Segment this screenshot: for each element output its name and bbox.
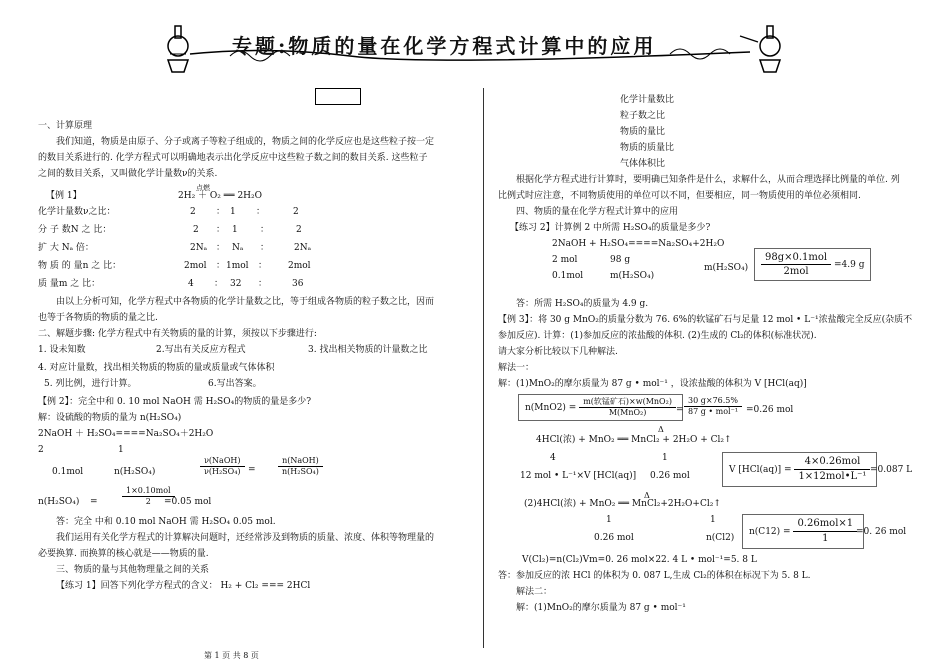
paragraph-line: 比例式时应注意，不同物质使用的单位可以不同，但要相应，同一物质使用的单位必须相同. bbox=[498, 191, 861, 201]
cell: =0. 26 mol bbox=[856, 527, 907, 537]
cell: 4 bbox=[188, 279, 194, 289]
cell: m(H₂SO₄) bbox=[704, 263, 749, 273]
cell: n(H₂SO₄) bbox=[114, 467, 156, 477]
section-heading: 二、解题步骤: 化学方程式中有关物质的量的计算，须按以下步骤进行: bbox=[38, 329, 317, 339]
cell: ： bbox=[214, 279, 224, 289]
method-label: 解法二： bbox=[516, 587, 553, 597]
cell: 2 bbox=[38, 445, 44, 455]
steps-row bbox=[38, 342, 478, 360]
paragraph-line: 我们知道，物质是由原子、分子或离子等粒子组成的，物质之间的化学反应也是这些粒子按一定 bbox=[56, 137, 435, 147]
answer-line: 答：完全 中和 0.10 mol NaOH 需 H₂SO₄ 0.05 mol. bbox=[56, 517, 276, 527]
cell: 2 bbox=[193, 225, 199, 235]
cell: =0.087 L bbox=[870, 465, 913, 475]
page-footer: 第 1 页 共 8 页 bbox=[204, 651, 259, 660]
reaction-condition: Δ bbox=[658, 425, 664, 434]
cell: 2mol bbox=[184, 261, 207, 271]
paragraph-line: 由以上分析可知，化学方程式中各物质的化学计量数之比，等于组成各物质的粒子数之比，因而 bbox=[56, 297, 435, 307]
ratio-row bbox=[38, 276, 478, 294]
cell: 32 bbox=[230, 279, 242, 289]
equation: 2NaOH + H₂SO₄====Na₂SO₄+2H₂O bbox=[552, 239, 725, 249]
flask-left-icon bbox=[168, 26, 188, 72]
cell: ： bbox=[258, 261, 268, 271]
paragraph-line: 必要换算. 而换算的核心就是——物质的量. bbox=[38, 549, 209, 559]
cell: =0.05 mol bbox=[164, 497, 212, 507]
cell: 2Nₐ bbox=[190, 243, 208, 253]
cell: 2mol bbox=[288, 261, 311, 271]
cell: 0.26 mol bbox=[650, 471, 690, 481]
cell: ： bbox=[256, 207, 266, 217]
example-2-question: 【例 2】：完全中和 0. 10 mol NaOH 需 H₂SO₄的物质的量是多少? bbox=[38, 397, 312, 407]
row-label: 扩 大 Nₐ 倍： bbox=[38, 243, 94, 253]
section-heading: 四、物质的量在化学方程式计算中的应用 bbox=[516, 207, 679, 217]
list-item: 物质的质量比 bbox=[620, 143, 675, 153]
cell: 1 bbox=[606, 515, 612, 525]
boxed-result: V [HCl(aq)] = $\frac{\text{4×0.26mol}}{\text{1×12mol•L⁻¹}}$ bbox=[722, 452, 877, 487]
cell: 4 bbox=[550, 453, 556, 463]
cell: 2 bbox=[293, 207, 299, 217]
answer-line: 答：参加反应的浓 HCl 的体积为 0. 087 L,生成 Cl₂的体积在标况下为 5. 8 L. bbox=[498, 571, 811, 581]
step: 5. 列比例，进行计算。 bbox=[44, 379, 137, 389]
paragraph-line: 也等于各物质的物质的量之比. bbox=[38, 313, 158, 323]
cell: 1 bbox=[232, 225, 238, 235]
reaction-condition: 点燃 bbox=[196, 184, 210, 192]
equation-line bbox=[498, 490, 928, 512]
ratio-row bbox=[38, 458, 478, 484]
row-label: 质 量m 之 比： bbox=[38, 279, 101, 289]
page-title: 专题:物质的量在化学方程式计算中的应用 bbox=[232, 34, 657, 58]
cell: n(H₂SO₄) bbox=[38, 497, 80, 507]
example-label: 【例 1】 bbox=[46, 191, 82, 201]
cell: ： bbox=[260, 243, 270, 253]
equation: 2H₂ ＋ O₂ ══ 2H₂O bbox=[178, 191, 263, 201]
cell: 36 bbox=[292, 279, 304, 289]
practice-2: 【练习 2】计算例 2 中所需 H₂SO₄的质量是多少? bbox=[510, 223, 711, 233]
cell: 2 bbox=[296, 225, 302, 235]
result-line bbox=[38, 484, 478, 514]
example-1-equation bbox=[38, 182, 478, 204]
column-divider bbox=[483, 88, 484, 648]
equation: (2)4HCl(浓) + MnO₂ ══ MnCl₂+2H₂O+Cl₂↑ bbox=[524, 499, 721, 509]
cell: ： bbox=[258, 279, 268, 289]
coefficients-row bbox=[38, 442, 478, 458]
ratio-row bbox=[38, 222, 478, 240]
row-label: 分 子 数N 之 比： bbox=[38, 225, 112, 235]
boxed-result: n(MnO2) = $\frac{\text{m(软锰矿石)×w(MnO₂)}}{\text{M(MnO₂)}}$ bbox=[518, 394, 683, 421]
ratio-row bbox=[38, 258, 478, 276]
cell: 0.26 mol bbox=[594, 533, 634, 543]
cell: 12 mol • L⁻¹×V [HCl(aq)] bbox=[520, 471, 637, 481]
step: 1. 设未知数 bbox=[38, 345, 86, 355]
ratio-row bbox=[38, 240, 478, 258]
label-box bbox=[315, 88, 361, 105]
step: 6.写出答案。 bbox=[208, 379, 262, 389]
paragraph-line: 的数目关系进行的. 化学方程式可以明确地表示出化学反应中这些粒子数之间的数目关系. 这些粒子 bbox=[38, 153, 428, 163]
list-item: 气体体积比 bbox=[620, 159, 666, 169]
cell: 1 bbox=[710, 515, 716, 525]
ratio-row bbox=[38, 204, 478, 222]
hcl-calc bbox=[498, 450, 928, 490]
method-label: 解法一： bbox=[498, 363, 535, 373]
list-item: 物质的量比 bbox=[620, 127, 666, 137]
equals-sign: = bbox=[676, 405, 684, 415]
equals-sign: = bbox=[248, 465, 256, 475]
paragraph-line: 之间的数目关系，又叫做化学计量数ν的关系. bbox=[38, 169, 218, 179]
list-item: 化学计量数比 bbox=[620, 95, 675, 105]
cell: 0.1mol bbox=[552, 271, 584, 281]
fraction: n(NaOH) n(H₂SO₄) bbox=[278, 456, 323, 477]
example-3-line: 请大家分析比较以下几种解法. bbox=[498, 347, 618, 357]
section-heading: 三、物质的量与其他物理量之间的关系 bbox=[56, 565, 210, 575]
fraction: 30 g×76.5% 87 g • mol⁻¹ bbox=[684, 396, 742, 417]
section-heading: 一、计算原理 bbox=[38, 121, 93, 131]
right-column bbox=[498, 92, 928, 616]
cell: 1mol bbox=[226, 261, 249, 271]
paragraph-line: 我们运用有关化学方程式的计算解决问题时，还经常涉及到物质的质量、浓度、体积等物理量的 bbox=[56, 533, 435, 543]
list-item: 粒子数之比 bbox=[620, 111, 666, 121]
row-label: 化学计量数ν之比： bbox=[38, 207, 116, 217]
cell: 2 bbox=[190, 207, 196, 217]
cell: Nₐ bbox=[232, 243, 244, 253]
solution-line: 解：(1)MnO₂的摩尔质量为 87 g • mol⁻¹ bbox=[516, 603, 686, 613]
left-column bbox=[38, 118, 478, 594]
equation: 2NaOH ＋ H₂SO₄====Na₂SO₄＋2H₂O bbox=[38, 429, 214, 439]
practice-2-calc bbox=[498, 252, 928, 296]
example-3-line: 参加反应). 计算：(1)参加反应的浓盐酸的体积. (2)生成的 Cl₂的体积(标准状况). bbox=[498, 331, 817, 341]
cell: m(H₂SO₄) bbox=[610, 271, 655, 281]
solution-line: 解：(1)MnO₂的摩尔质量为 87 g • mol⁻¹ ，设浓盐酸的体积为 V [HCl(aq)] bbox=[498, 379, 807, 389]
cell: ： bbox=[216, 243, 226, 253]
cell: ： bbox=[216, 225, 226, 235]
equation-line bbox=[498, 422, 928, 450]
cell: n(Cl2) bbox=[706, 533, 735, 543]
cell: 2 mol bbox=[552, 255, 578, 265]
step: 4. 对应计量数，找出相关物质的物质的量或质量或气体体积 bbox=[38, 363, 275, 373]
n-mno2-line bbox=[498, 392, 928, 422]
fraction: ν(NaOH) ν(H₂SO₄) bbox=[200, 456, 245, 477]
cell: ： bbox=[216, 207, 226, 217]
paragraph-line: 根据化学方程式进行计算时，要明确已知条件是什么，求解什么，从而合理选择比例量的单位. 列 bbox=[516, 175, 900, 185]
row-label: 物 质 的 量n 之 比： bbox=[38, 261, 122, 271]
boxed-result: $\frac{\text{98g×0.1mol}}{\text{2mol}}$ =4.9 g bbox=[754, 248, 871, 281]
cell: 1 bbox=[662, 453, 668, 463]
cell: 2Nₐ bbox=[294, 243, 312, 253]
steps-row bbox=[38, 376, 478, 394]
boxed-result: n(C12) = $\frac{\text{0.26mol×1}}{1}$ bbox=[742, 514, 864, 549]
cell: 1 bbox=[230, 207, 236, 217]
equals-sign: = bbox=[90, 497, 98, 507]
answer-line: 答：所需 H₂SO₄的质量为 4.9 g. bbox=[516, 299, 649, 309]
step: 3. 找出相关物质的计量数之比 bbox=[308, 345, 428, 355]
solution-line: 解：设硫酸的物质的量为 n(H₂SO₄) bbox=[38, 413, 182, 423]
flask-right-icon bbox=[740, 26, 780, 72]
cl2-calc bbox=[498, 512, 928, 552]
cell: =0.26 mol bbox=[746, 405, 794, 415]
cell: ： bbox=[216, 261, 226, 271]
cell: 0.1mol bbox=[52, 467, 84, 477]
example-3-line: 【例 3】：将 30 g MnO₂的质量分数为 76. 6%的软锰矿石与足量 12 mol • L⁻¹浓盐酸完全反应(杂质不 bbox=[498, 315, 913, 325]
cell: ： bbox=[260, 225, 270, 235]
solution-line: V(Cl₂)=n(Cl₂)Vm=0. 26 mol×22. 4 L • mol⁻¹=5. 8 L bbox=[522, 555, 757, 565]
practice-1: 【练习 1】回答下列化学方程式的含义： H₂ + Cl₂ === 2HCl bbox=[56, 581, 311, 591]
equation: 4HCl(浓) + MnO₂ ══ MnCl₂ + 2H₂O + Cl₂↑ bbox=[536, 435, 732, 445]
cell: 98 g bbox=[610, 255, 631, 265]
cell: 1 bbox=[118, 445, 124, 455]
reaction-condition: Δ bbox=[644, 491, 650, 500]
fraction: 1×0.10mol 2 bbox=[122, 486, 175, 507]
step: 2.写出有关反应方程式 bbox=[156, 345, 246, 355]
